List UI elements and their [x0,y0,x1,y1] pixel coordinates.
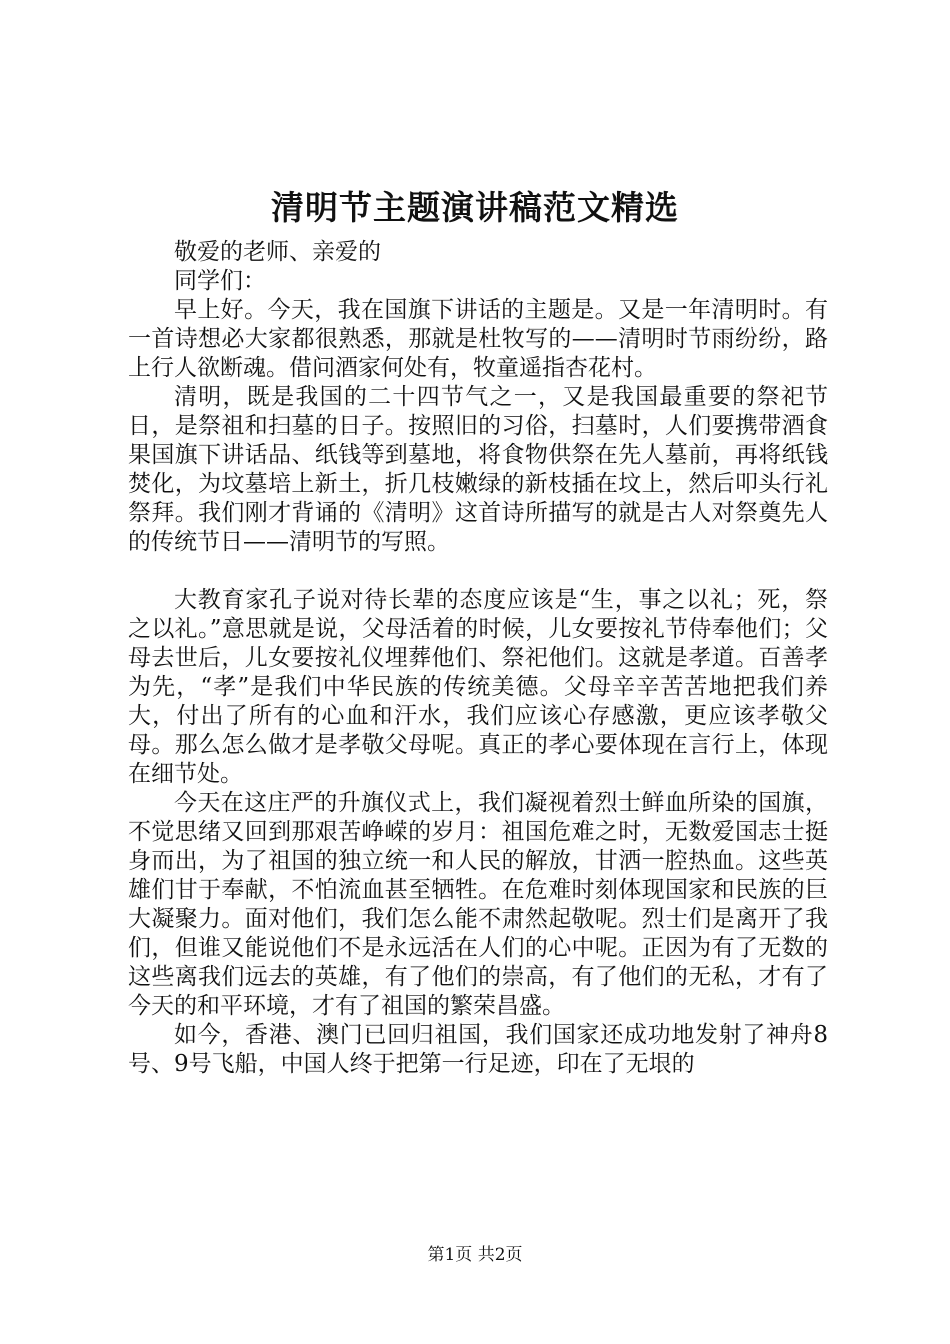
document-body [128,238,828,1079]
body-paragraph: 早上好。今天，我在国旗下讲话的主题是。又是一年清明时。有一首诗想必大家都很熟悉，那就是杜牧写的——清明时节雨纷纷，路上行人欲断魂。借问酒家何处有，牧童遥指杏花村。 [128,297,828,381]
body-paragraph: 清明，既是我国的二十四节气之一，又是我国最重要的祭祀节日，是祭祖和扫墓的日子。按照旧的习俗，扫墓时，人们要携带酒食果国旗下讲话品、纸钱等到墓地，将食物供祭在先人墓前，再将纸钱焚化，为坟墓培上新土，折几枝嫩绿的新枝插在坟上，然后叩头行礼祭拜。我们刚才背诵的《清明》这首诗所描写的就是古人对祭奠先人的传统节日——清明节的写照。 [128,384,828,555]
salutation-line-1: 敬爱的老师、亲爱的 [174,239,381,265]
document-title: 清明节主题演讲稿范文精选 [271,188,679,227]
body-paragraph: 大教育家孔子说对待长辈的态度应该是“生，事之以礼；死，祭之以礼。”意思就是说，父母活着的时候，儿女要按礼节侍奉他们；父母去世后，儿女要按礼仪埋葬他们、祭祀他们。这就是孝道。百善孝为先，“孝”是我们中华民族的传统美德。父母辛辛苦苦地把我们养大，付出了所有的心血和汗水，我们应该心存感激，更应该孝敬父母。那么怎么做才是孝敬父母呢。真正的孝心要体现在言行上，体现在细节处。 [128,587,828,787]
body-paragraph: 今天在这庄严的升旗仪式上，我们凝视着烈士鲜血所染的国旗，不觉思绪又回到那艰苦峥嵘的岁月：祖国危难之时，无数爱国志士挺身而出，为了祖国的独立统一和人民的解放，甘洒一腔热血。这些英雄们甘于奉献，不怕流血甚至牺牲。在危难时刻体现国家和民族的巨大凝聚力。面对他们，我们怎么能不肃然起敬呢。烈士们是离开了我们，但谁又能说他们不是永远活在人们的心中呢。正因为有了无数的这些离我们远去的英雄，有了他们的崇高，有了他们的无私，才有了今天的和平环境，才有了祖国的繁荣昌盛。 [128,790,828,1019]
salutation-line-2: 同学们： [174,268,266,294]
body-paragraph: 如今，香港、澳门已回归祖国，我们国家还成功地发射了神舟8号、9号飞船，中国人终于把第一行足迹，印在了无垠的 [128,1022,828,1077]
page-footer: 第1页 共2页 [427,1245,523,1265]
